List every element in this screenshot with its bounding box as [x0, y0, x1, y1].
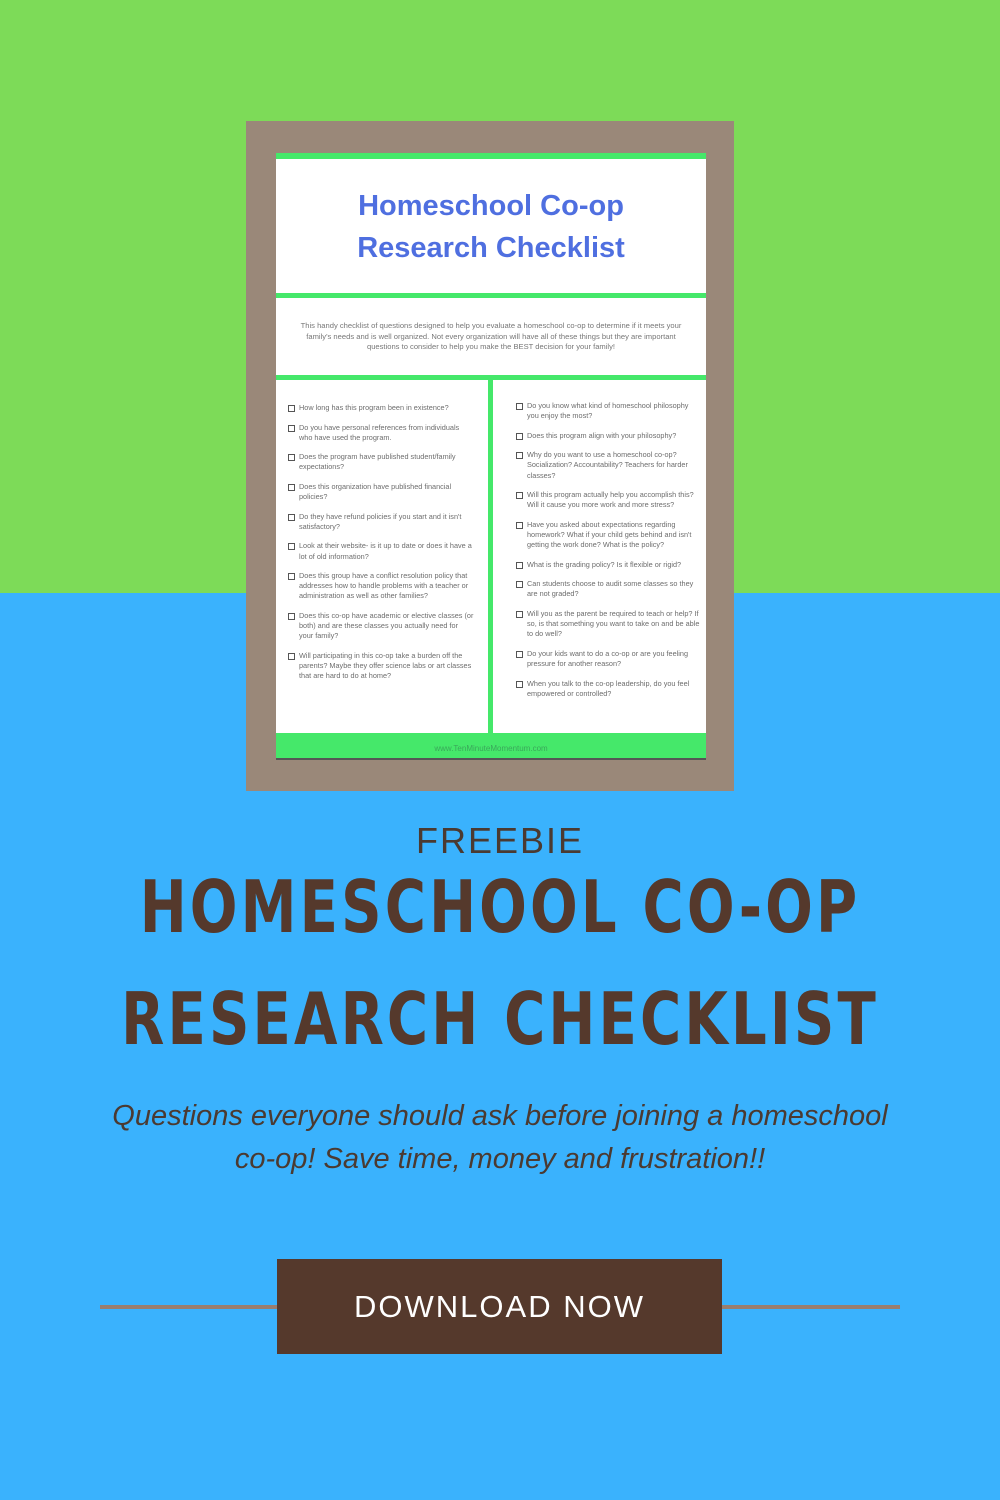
checklist-item: Do they have refund policies if you start and it isn't satisfactory? [288, 512, 474, 532]
sheet-title [276, 185, 706, 269]
checklist-item: Will this program actually help you accomplish this? Will it cause you more work and more stress? [516, 490, 702, 510]
sheet-bottom-line [276, 758, 706, 760]
sheet-footer-url: www.TenMinuteMomentum.com [434, 744, 548, 753]
sheet-intro: This handy checklist of questions designed to help you evaluate a homeschool co-op to determine if it meets your family's needs and is well organized. Not every organization will have all of these things but they are important questions to consider to help you make the BEST decision for your family! [300, 321, 682, 352]
checklist-preview-sheet [276, 153, 706, 760]
headline-line2: RESEARCH CHECKLIST [121, 977, 879, 1061]
checklist-item: Does the program have published student/family expectations? [288, 452, 474, 472]
checklist-item: Will participating in this co-op take a burden off the parents? Maybe they offer science labs or art classes that are hard to do at home? [288, 651, 474, 682]
freebie-label: FREEBIE [415, 820, 585, 861]
checklist-right-column [516, 401, 702, 708]
download-now-button[interactable]: DOWNLOAD NOW [277, 1259, 722, 1354]
checklist-item: Have you asked about expectations regarding homework? What if your child gets behind and isn't getting the work done? What is the policy? [516, 520, 702, 551]
checklist-item: Does this group have a conflict resolution policy that addresses how to handle problems with a teacher or administration as well as other families? [288, 571, 474, 602]
checklist-item: Do you have personal references from individuals who have used the program. [288, 423, 474, 443]
checklist-item: When you talk to the co-op leadership, do you feel empowered or controlled? [516, 679, 702, 699]
sheet-title-line1: Homeschool Co-op [358, 190, 624, 222]
checklist-item: How long has this program been in existence? [288, 403, 474, 413]
checklist-item: Does this co-op have academic or elective classes (or both) and are these classes you actually need for your family? [288, 611, 474, 642]
checklist-left-column [288, 403, 474, 691]
checklist-item: Why do you want to use a homeschool co-op? Socialization? Accountability? Teachers for harder classes? [516, 450, 702, 481]
checklist-item: What is the grading policy? Is it flexible or rigid? [516, 560, 702, 570]
checklist-item: Do your kids want to do a co-op or are you feeling pressure for another reason? [516, 649, 702, 669]
checklist-item: Does this program align with your philosophy? [516, 431, 702, 441]
sheet-divider-1 [276, 293, 706, 298]
checklist-item: Does this organization have published financial policies? [288, 482, 474, 502]
checklist-item: Will you as the parent be required to teach or help? If so, is that something you want to take on and be able to do well? [516, 609, 702, 640]
promo-subtitle: Questions everyone should ask before joining a homeschool co-op! Save time, money and frustration!! [112, 1100, 888, 1175]
checklist-item: Do you know what kind of homeschool philosophy you enjoy the most? [516, 401, 702, 421]
checklist-item: Look at their website- is it up to date or does it have a lot of old information? [288, 541, 474, 561]
checklist-item: Can students choose to audit some classes so they are not graded? [516, 579, 702, 599]
sheet-top-bar [276, 153, 706, 159]
headline-line1: HOMESCHOOL CO-OP [139, 865, 861, 949]
sheet-title-line2: Research Checklist [357, 232, 625, 264]
sheet-column-divider [488, 380, 493, 733]
